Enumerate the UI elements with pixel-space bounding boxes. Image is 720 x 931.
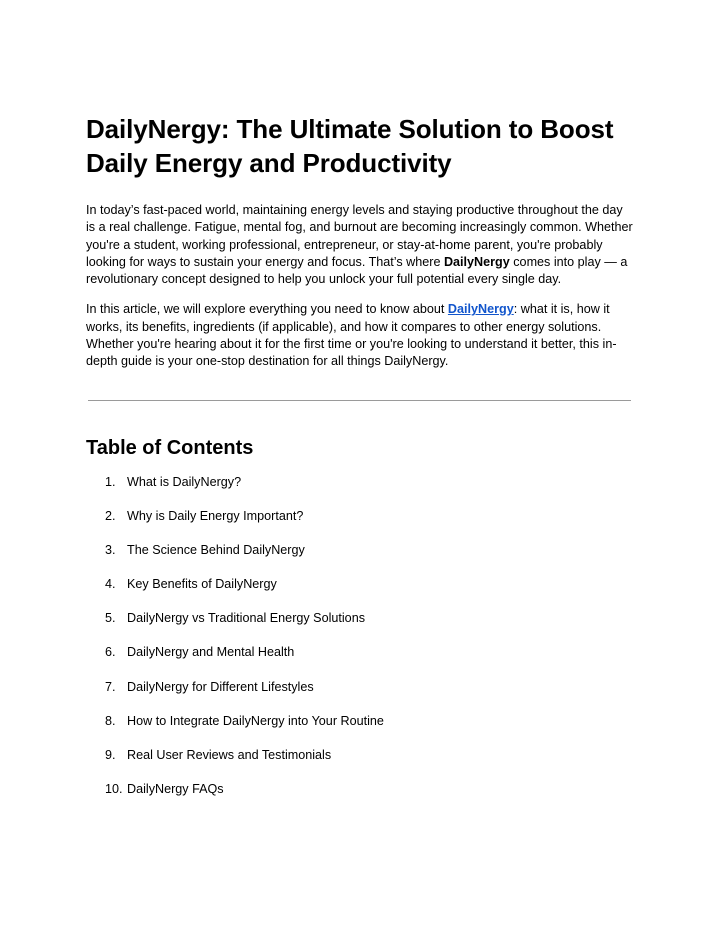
- toc-item-label: Why is Daily Energy Important?: [127, 509, 304, 524]
- toc-item-label: The Science Behind DailyNergy: [127, 543, 305, 558]
- toc-item: [86, 781, 634, 797]
- page-title: DailyNergy: The Ultimate Solution to Boost Daily Energy and Productivity: [86, 114, 614, 178]
- toc-item: [86, 474, 634, 490]
- toc-item-number: 3.: [105, 543, 116, 558]
- intro-p1-text-before: In today’s fast-paced world, maintaining energy levels and staying productive throughout the day is a real challenge. Fatigue, mental fog, and burnout are becoming increasingly common. Whether you're a student, working professional, entrepreneur, or stay-at-home parent, you're probably looking for ways to sustain your energy and focus. That’s where: [86, 203, 633, 269]
- intro-paragraph-1: [86, 202, 634, 288]
- toc-item-number: 5.: [105, 611, 116, 626]
- toc-item-label: DailyNergy and Mental Health: [127, 645, 295, 660]
- intro-p1-text-after: comes into play — a revolutionary concept designed to help you unlock your full potential every single day.: [86, 254, 628, 287]
- dailynergy-link[interactable]: DailyNergy: [447, 302, 514, 317]
- toc-item-number: 1.: [105, 475, 116, 489]
- toc-item: [86, 610, 634, 626]
- intro-p2-text-before: In this article, we will explore everything you need to know about: [86, 302, 448, 317]
- toc-item-number: 7.: [105, 679, 116, 694]
- toc-heading: Table of Contents: [86, 437, 254, 459]
- toc-list: [86, 474, 634, 797]
- toc-item-number: 4.: [105, 577, 116, 592]
- intro-paragraph-2: [86, 301, 634, 370]
- toc-item-label: DailyNergy vs Traditional Energy Solutions: [127, 611, 365, 626]
- toc-item: [86, 508, 634, 524]
- toc-item-label: How to Integrate DailyNergy into Your Routine: [127, 713, 384, 728]
- toc-item-label: What is DailyNergy?: [127, 475, 242, 489]
- toc-item-label: Key Benefits of DailyNergy: [127, 577, 277, 592]
- toc-item: [86, 644, 634, 660]
- toc-item-number: 8.: [105, 713, 116, 728]
- table-of-contents: [86, 436, 634, 815]
- toc-item-number: 2.: [105, 509, 116, 524]
- toc-item: [86, 679, 634, 695]
- toc-item: [86, 542, 634, 558]
- toc-item-number: 6.: [105, 645, 116, 660]
- article-body: [86, 112, 634, 371]
- section-divider: [88, 400, 631, 401]
- toc-item-label: DailyNergy FAQs: [127, 781, 224, 796]
- toc-item: [86, 576, 634, 592]
- toc-item-number: 9.: [105, 747, 116, 762]
- intro-p2-text-after: : what it is, how it works, its benefits, ingredients (if applicable), and how it compares to other energy solutions. Whether you're hearing about it for the first time or you're looking to understand it better, this in-depth guide is your one-stop destination for all things DailyNergy.: [86, 302, 617, 369]
- toc-item: [86, 747, 634, 763]
- toc-item-label: DailyNergy for Different Lifestyles: [127, 679, 314, 694]
- intro-p1-brand-bold: DailyNergy: [443, 254, 510, 269]
- toc-item: [86, 713, 634, 729]
- toc-item-label: Real User Reviews and Testimonials: [127, 747, 332, 762]
- toc-item-number: 10.: [105, 781, 123, 796]
